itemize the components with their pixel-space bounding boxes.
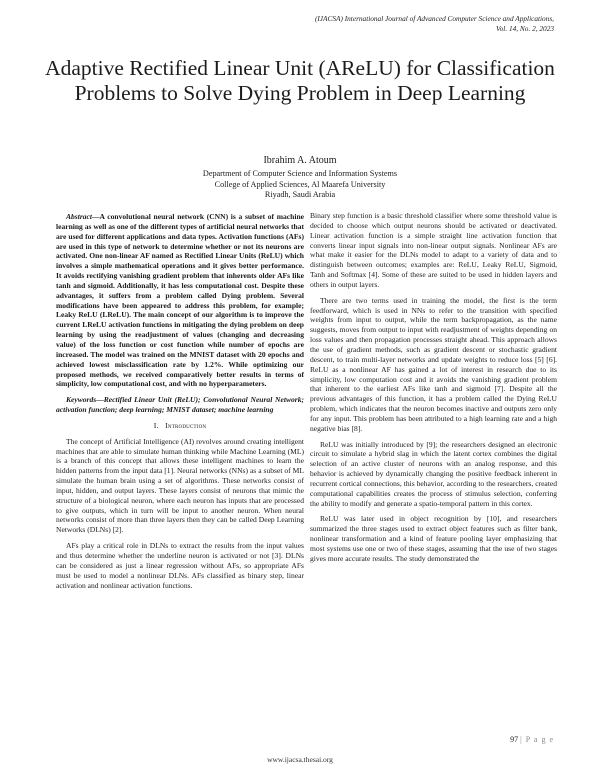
abstract [56,212,304,389]
abstract-label: Abstract [66,212,92,221]
body-paragraph: Binary step function is a basic threshold classifier where some threshold value is decided to choose which output neurons should be activated or deactivated. Linear activation function is a simple straight line activation function that converts linear input signals into non-linear output signals. Nonlinear AFs are what make it easier for the DLNs model to adapt to a variety of data and to distinguish between outcomes; examples are: ReLU, Leaky ReLU, Sigmoid, Tanh and Softmax [4]. Some of these are suited to be used in hidden layers and others in output layers. [310,211,557,289]
author-city: Riyadh, Saudi Arabia [264,190,336,200]
page-number-value: 97 [510,735,519,744]
left-column [56,212,304,596]
journal-header-line2: Vol. 14, No. 2, 2023 [496,23,554,33]
author-name: Ibrahim A. Atoum [263,155,337,166]
author-department: Department of Computer Science and Information Systems [202,169,398,179]
journal-url[interactable]: www.ijacsa.thesai.org [267,755,333,764]
section-number: I. [153,420,159,430]
body-paragraph: ReLU was later used in object recognition by [10], and researchers summarized the three stages used to extract object features such as filter bank, nonlinear transformation and a kind of feature pooling layer emphasizing that most systems use one or two of these stages, assuming that the use of two stages gives more accurate results. The study demonstrated the [310,514,557,563]
keywords-text: —Rectified Linear Unit (ReLU); Convolutional Neural Network; activation function; deep learning; MNIST dataset; machine learning [56,395,304,415]
section-title: Introduction [165,420,207,430]
abstract-text: —A convolutional neural network (CNN) is a subset of machine learning as well as one of the different types of artificial neural networks that are used for different applications and data types. Activation functions (AFs) are used in this type of network to determine whether or not its neurons are activated. One non-linear AF named as Rectified Linear Units (ReLU) which involves a simple mathematical operations and it gives better performance. It avoids rectifying vanishing gradient problem that inherents older AFs like tanh and sigmoid. Additionally, it has less computational cost. Despite these advantages, it suffers from a problem called Dying problem. Several modifications have been appeared to address this problem, for example; Leaky ReLU (LReLU). The main concept of our algorithm is to improve the current LReLU activation functions in mitigating the dying problem on deep learning by using the readjustment of values (changing and decreasing value) of the loss function or cost function while number of epochs are increased. The model was trained on the MNIST dataset with 20 epochs and achieved lowest misclassification rate by 1.2%. While optimizing our proposed methods, we received comparatively better results in terms of simplicity, low computational cost, and with no hyperparameters. [56,212,304,389]
body-paragraph: AFs play a critical role in DLNs to extract the results from the input values and thus determine whether the underline neuron is activated or not [3]. DLNs can be considered as just a linear regression without AFs, so appropriate AFs must be used to model a nonlinear DLNs. AFs classified as binary step, linear activation and nonlinear activation functions. [56,541,304,590]
author-block [100,156,500,201]
author-college: College of Applied Sciences, Al Maarefa University [214,179,386,189]
paper-title: Adaptive Rectified Linear Unit (AReLU) for Classification Problems to Solve Dying Problem in Deep Learning [45,56,555,105]
journal-header [315,14,554,33]
page-label: | P a g e [520,735,554,744]
journal-header-line1: (IJACSA) International Journal of Advanced Computer Science and Applications, [314,14,554,23]
keywords-label: Keywords [66,395,97,405]
right-column [310,211,557,570]
body-paragraph: There are two terms used in training the model, the first is the term feedforward, which is used in NNs to refer to the transition with specified weights from input to output, while the term backpropagation, as the name suggests, moves from output to input with readjustment of weights depending on loss values and then propagation processes straight ahead. This approach allows the use of gradient methods, such as gradient descent or stochastic gradient descent, to train multi-layer networks and update weights to reduce loss [5] [6]. ReLU as a nonlinear AF has gained a lot of interest in research due to its simplicity, low computation cost and it avoids the vanishing gradient problem that inherent to the earliest AFs like tanh and sigmoid [7]. Despite all the previous advantages of this function, it has a problem called the Dying ReLU problem, which indicates that the neuron becomes inactive and outputs zero only for any input. This problem has been attributed to a high learning rate and a high negative bias [8]. [310,295,557,433]
page-number [510,735,554,744]
keywords [56,395,304,415]
section-heading-introduction [56,421,304,431]
body-paragraph: The concept of Artificial Intelligence (AI) revolves around creating intelligent machines that are able to simulate human thinking while Machine Learning (ML) is a branch of this concept that allows these intelligent machines to learn the hidden patterns from the input data [1]. Neural networks (NNs) as a subset of ML simulate the human brain using a set of algorithms. These networks consist of input, hidden, and output layers. These layers consist of neurons that mimic the structure of a biological neuron, where each neuron has inputs that are processed to give outputs, which in turn will be input to another neuron. When neural networks consist of more than three layers then they can be called Deep Learning Networks (DLNs) [2]. [56,436,304,535]
body-paragraph: ReLU was initially introduced by [9]; the researchers designed an electronic circuit to simulate a hybrid slag in which the latent cortex combines the digital selection of an active cluster of neurons with an analog response, and this behavior is achieved by dynamically changing the positive feedback inherent in recurrent cortical connections, this behavior, according to the researchers, created computational capabilities creates the process of stimulus selection, conferring the ability to modify and generate a spatio-temporal pattern in this cortex. [310,439,557,508]
